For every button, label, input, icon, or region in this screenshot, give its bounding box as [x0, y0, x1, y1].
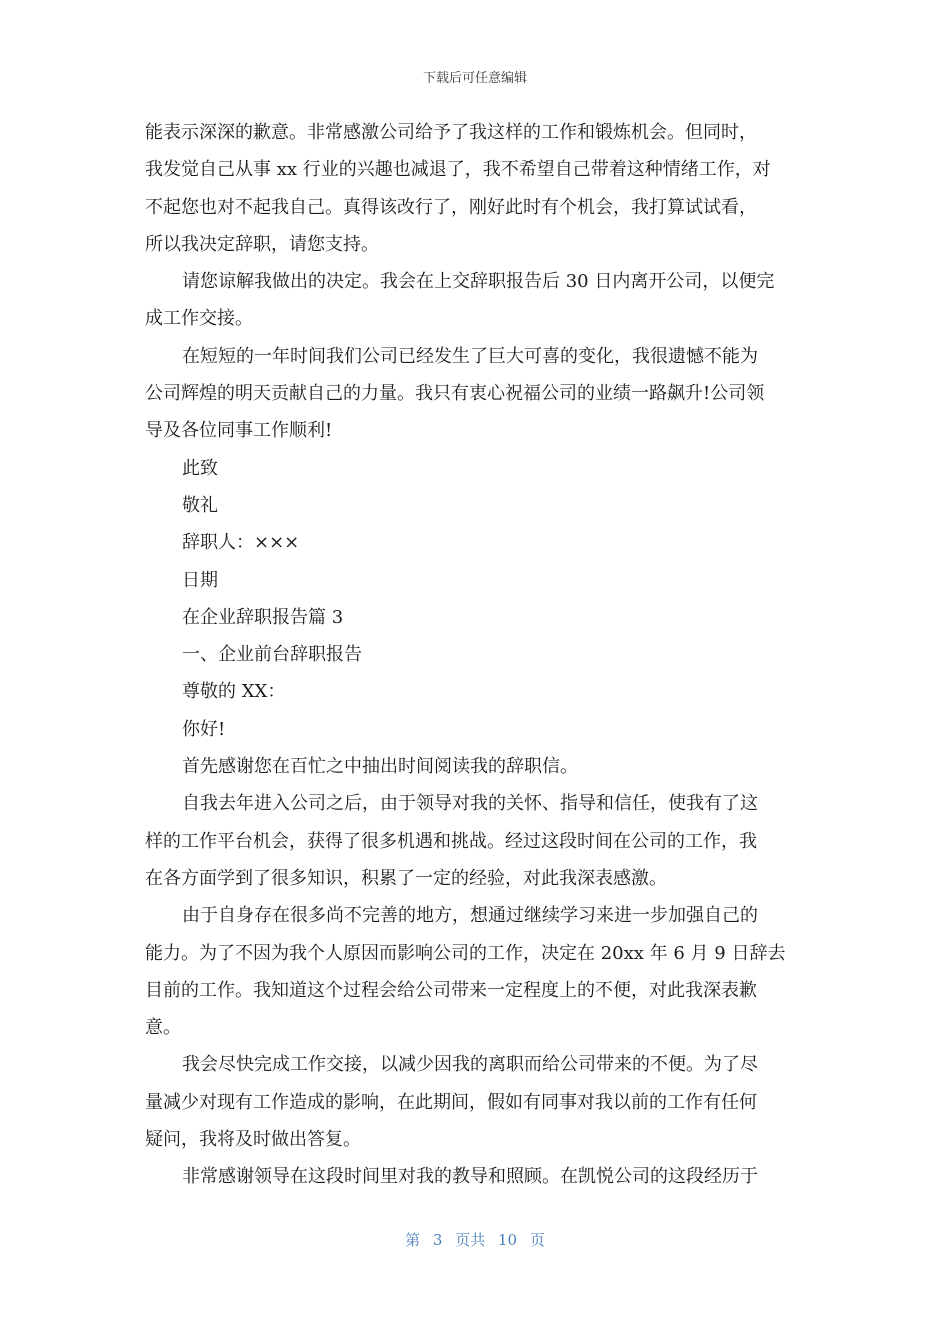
- text-line: 请您谅解我做出的决定。我会在上交辞职报告后 30 日内离开公司，以便完: [182, 271, 775, 293]
- text-line: 尊敬的 XX：: [182, 681, 286, 703]
- text-line: 敬礼: [182, 494, 218, 516]
- text-line: 所以我决定辞职，请您支持。: [145, 233, 379, 255]
- text-line: 辞职人：×××: [182, 532, 300, 554]
- text-line: 自我去年进入公司之后，由于领导对我的关怀、指导和信任，使我有了这: [182, 793, 758, 815]
- text-line: 导及各位同事工作顺利!: [145, 420, 333, 442]
- text-line: 此致: [182, 457, 218, 479]
- text-line: 量减少对现有工作造成的影响，在此期间，假如有同事对我以前的工作有任何: [145, 1091, 757, 1113]
- text-line: 公司辉煌的明天贡献自己的力量。我只有衷心祝福公司的业绩一路飙升!公司领: [145, 383, 765, 405]
- text-line: 目前的工作。我知道这个过程会给公司带来一定程度上的不便，对此我深表歉: [145, 979, 757, 1001]
- text-line: 在各方面学到了很多知识，积累了一定的经验，对此我深表感激。: [145, 867, 667, 889]
- text-line: 我会尽快完成工作交接，以减少因我的离职而给公司带来的不便。为了尽: [182, 1054, 758, 1076]
- text-line: 疑问，我将及时做出答复。: [145, 1129, 361, 1151]
- text-line: 首先感谢您在百忙之中抽出时间阅读我的辞职信。: [182, 756, 578, 778]
- text-line: 能表示深深的歉意。非常感激公司给予了我这样的工作和锻炼机会。但同时，: [145, 122, 757, 143]
- text-line: 意。: [145, 1017, 181, 1039]
- text-line: 在短短的一年时间我们公司已经发生了巨大可喜的变化，我很遗憾不能为: [182, 345, 758, 367]
- text-line: 非常感谢领导在这段时间里对我的教导和照顾。在凯悦公司的这段经历于: [182, 1166, 758, 1188]
- text-line: 日期: [182, 569, 218, 591]
- page-number: 第 3 页共 10 页: [405, 1231, 545, 1249]
- text-line: 成工作交接。: [145, 308, 253, 330]
- text-line: 你好!: [182, 718, 226, 740]
- text-line: 不起您也对不起我自己。真得该改行了，刚好此时有个机会，我打算试试看，: [145, 196, 757, 218]
- text-line: 由于自身存在很多尚不完善的地方，想通过继续学习来进一步加强自己的: [182, 905, 758, 927]
- text-line: 我发觉自己从事 xx 行业的兴趣也减退了，我不希望自己带着这种情绪工作，对: [145, 159, 771, 181]
- document-body: [145, 114, 809, 1196]
- text-line: 一、企业前台辞职报告: [182, 644, 362, 666]
- page-header: 下载后可任意编辑: [422, 71, 527, 86]
- text-line: 样的工作平台机会，获得了很多机遇和挑战。经过这段时间在公司的工作，我: [145, 830, 757, 852]
- text-line: 能力。为了不因为我个人原因而影响公司的工作，决定在 20xx 年 6 月 9 日辞去: [145, 942, 786, 964]
- text-line: 在企业辞职报告篇 3: [182, 606, 344, 628]
